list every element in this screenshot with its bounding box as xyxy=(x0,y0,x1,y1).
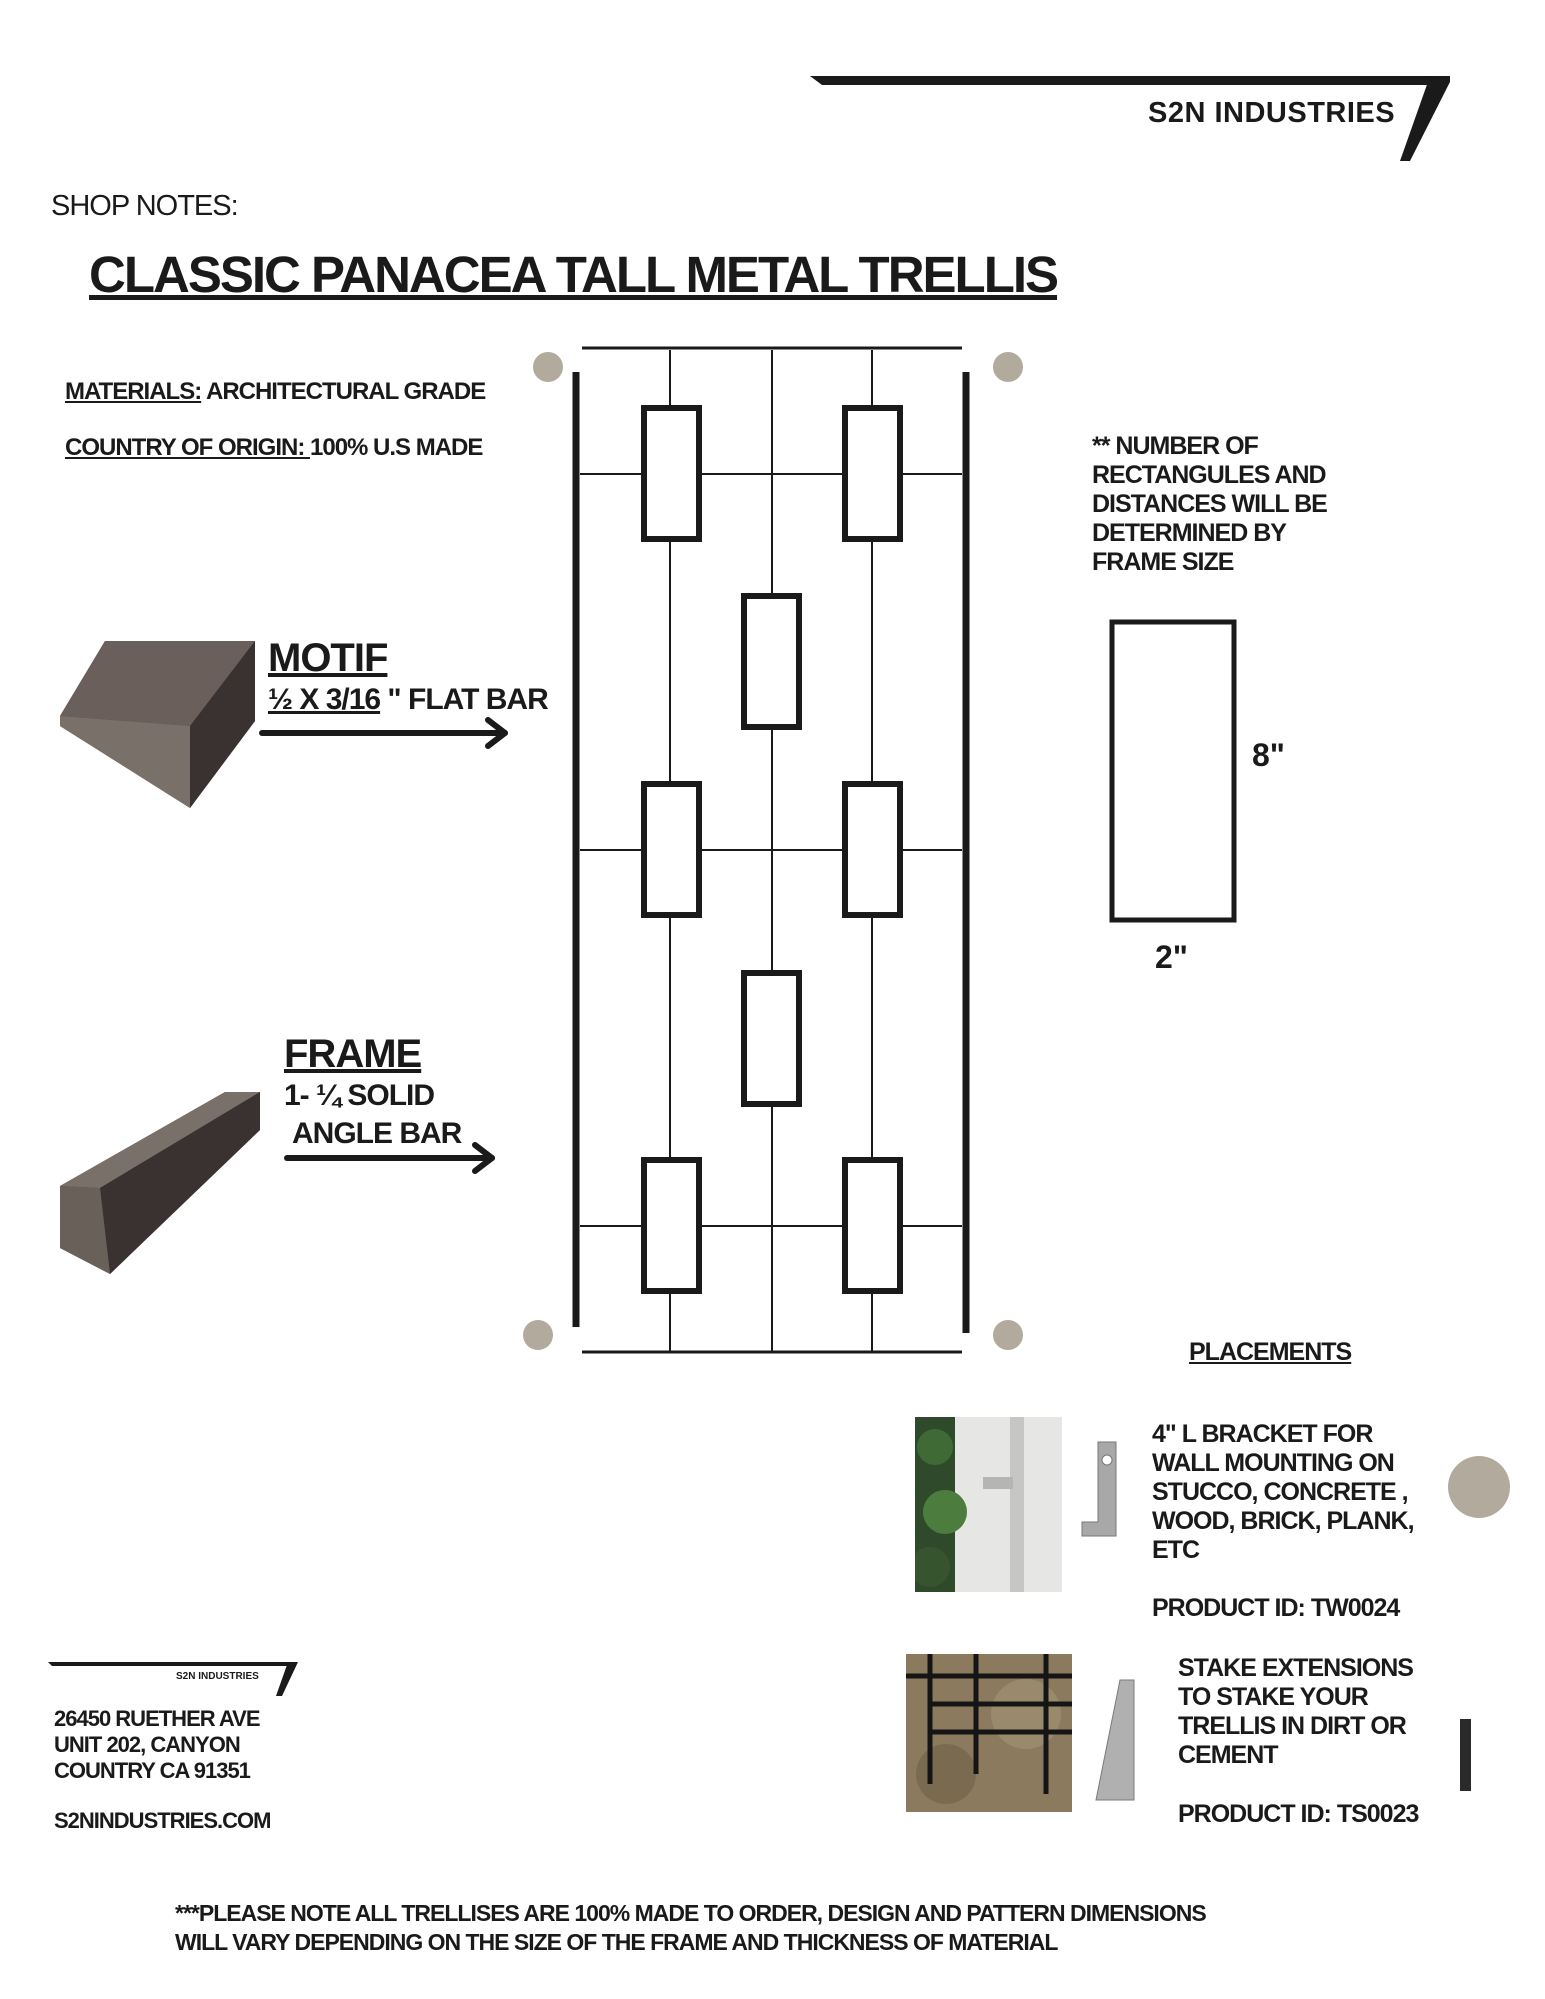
bracket-line: STUCCO, CONCRETE , xyxy=(1152,1478,1408,1506)
bracket-line: ETC xyxy=(1152,1536,1199,1564)
bracket-line: 4" L BRACKET FOR xyxy=(1152,1420,1373,1448)
stake-line: TRELLIS IN DIRT OR xyxy=(1178,1712,1406,1740)
note-line: DISTANCES WILL BE xyxy=(1092,490,1327,518)
accent-dot xyxy=(1448,1456,1510,1518)
motif-size: ½ X 3/16 xyxy=(268,683,381,716)
stake-line: CEMENT xyxy=(1178,1741,1278,1769)
bracket-description xyxy=(1152,1420,1414,1565)
flat-bar-image xyxy=(55,636,255,811)
origin-label: COUNTRY OF ORIGIN: xyxy=(65,434,310,461)
corner-dot xyxy=(533,352,563,382)
stake-line: STAKE EXTENSIONS xyxy=(1178,1654,1413,1682)
bracket-photo xyxy=(915,1417,1062,1592)
corner-dot xyxy=(523,1320,553,1350)
address-line: 26450 RUETHER AVE xyxy=(54,1706,260,1731)
note-line: RECTANGULES AND xyxy=(1092,461,1326,489)
note-line: ** NUMBER OF xyxy=(1092,432,1258,460)
materials-label: MATERIALS: xyxy=(65,378,202,405)
shop-notes-label: SHOP NOTES: xyxy=(51,190,238,222)
bracket-line: WOOD, BRICK, PLANK, xyxy=(1152,1507,1414,1535)
disclaimer-line: ***PLEASE NOTE ALL TRELLISES ARE 100% MADE TO ORDER, DESIGN AND PATTERN DIMENSIONS xyxy=(175,1900,1206,1926)
dimension-height: 8" xyxy=(1252,737,1285,773)
stake-photo xyxy=(906,1654,1072,1812)
stake-description xyxy=(1178,1654,1413,1770)
footer-address xyxy=(54,1706,260,1784)
bracket-product-id: PRODUCT ID: TW0024 xyxy=(1152,1594,1400,1622)
bracket-icon xyxy=(1078,1438,1130,1546)
address-line: COUNTRY CA 91351 xyxy=(54,1758,250,1783)
side-mark xyxy=(1460,1719,1471,1791)
motif-heading: MOTIF xyxy=(268,636,388,680)
placements-heading: PLACEMENTS xyxy=(1189,1338,1352,1366)
corner-dot xyxy=(993,352,1023,382)
address-line: UNIT 202, CANYON xyxy=(54,1732,240,1757)
header-brand: S2N INDUSTRIES xyxy=(1148,97,1396,129)
frame-line2: ANGLE BAR xyxy=(292,1117,462,1150)
note-line: FRAME SIZE xyxy=(1092,548,1234,576)
motif-spec xyxy=(268,683,548,717)
materials-value: ARCHITECTURAL GRADE xyxy=(201,378,486,405)
disclaimer-line: WILL VARY DEPENDING ON THE SIZE OF THE FRAME AND THICKNESS OF MATERIAL xyxy=(175,1929,1058,1955)
footer-logo-bar xyxy=(48,1660,300,1700)
stake-product-id: PRODUCT ID: TS0023 xyxy=(1178,1800,1419,1828)
frame-heading: FRAME xyxy=(284,1032,422,1076)
page-title: CLASSIC PANACEA TALL METAL TRELLIS xyxy=(89,246,1058,303)
bracket-line: WALL MOUNTING ON xyxy=(1152,1449,1394,1477)
stake-line: TO STAKE YOUR xyxy=(1178,1683,1368,1711)
motif-material: " FLAT BAR xyxy=(380,683,548,716)
footer-website[interactable]: S2NINDUSTRIES.COM xyxy=(54,1808,271,1833)
disclaimer xyxy=(175,1899,1206,1957)
footer-brand: S2N INDUSTRIES xyxy=(176,1671,259,1682)
note-line: DETERMINED BY xyxy=(1092,519,1286,547)
frame-line1: 1- ¼ SOLID xyxy=(284,1079,435,1112)
stake-icon xyxy=(1092,1676,1138,1804)
dimension-width: 2" xyxy=(1155,939,1188,975)
corner-dot xyxy=(993,1320,1023,1350)
origin-value: 100% U.S MADE xyxy=(310,434,483,461)
angle-bar-image xyxy=(55,1088,265,1283)
